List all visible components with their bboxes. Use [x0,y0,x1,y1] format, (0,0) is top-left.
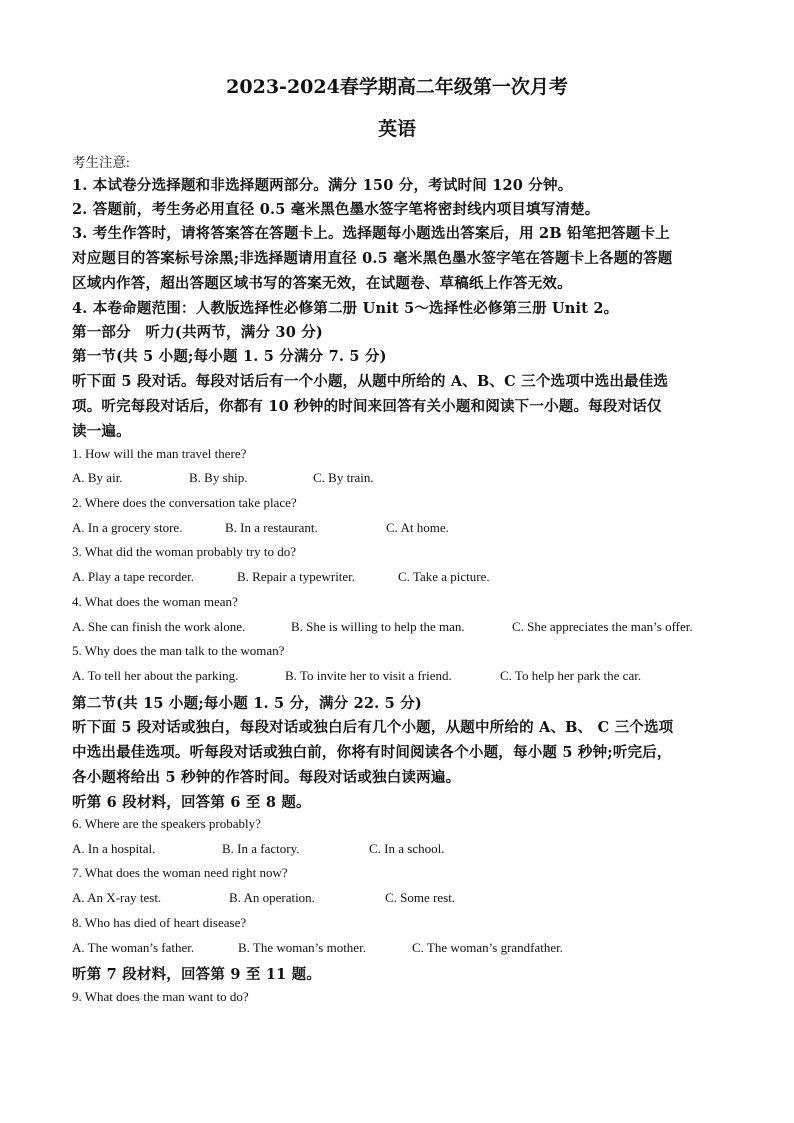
option-a: A. In a grocery store. [72,520,183,535]
section2-heading: 第二节(共 15 小题;每小题 1. 5 分，满分 22. 5 分) [72,695,422,712]
option-c: C. The woman’s grandfather. [412,940,564,955]
question-stem: 6. Where are the speakers probably? [72,816,261,831]
exam-subject: 英语 [377,118,416,140]
question-stem: 5. Why does the man talk to the woman? [72,643,285,658]
option-a: A. In a hospital. [72,841,156,856]
question-stem: 7. What does the woman need right now? [72,865,288,880]
question-stem: 2. Where does the conversation take place? [72,495,297,510]
notice-line: 区域内作答，超出答题区域书写的答案无效，在试题卷、草稿纸上作答无效。 [72,275,572,292]
section1-instruction: 读一遍。 [72,423,131,440]
section1-instruction: 听下面 5 段对话。每段对话后有一个小题，从题中所给的 A、B、C 三个选项中选出最佳选 [72,373,669,390]
option-c: C. Some rest. [385,890,456,905]
option-c: C. At home. [386,520,449,535]
option-a: A. She can finish the work alone. [72,619,246,634]
option-c: C. She appreciates the man’s offer. [512,619,693,634]
option-a: A. The woman’s father. [72,940,195,955]
material-heading: 听第 7 段材料，回答第 9 至 11 题。 [72,966,322,983]
option-c: C. By train. [313,470,374,485]
option-c: C. To help her park the car. [500,668,642,683]
question-stem: 9. What does the man want to do? [72,989,249,1004]
notice-line: 3. 考生作答时，请将答案答在答题卡上。选择题每小题选出答案后，用 2B 铅笔把答题卡上 [72,225,670,242]
option-c: C. In a school. [369,841,445,856]
option-a: A. Play a tape recorder. [72,569,195,584]
option-a: A. To tell her about the parking. [72,668,239,683]
option-b: B. In a restaurant. [225,520,318,535]
option-c: C. Take a picture. [398,569,490,584]
section2-instruction: 各小题将给出 5 秒钟的作答时间。每段对话或独白读两遍。 [72,769,461,786]
question-stem: 4. What does the woman mean? [72,594,238,609]
option-a: A. An X-ray test. [72,890,162,905]
question-stem: 8. Who has died of heart disease? [72,915,247,930]
option-b: B. By ship. [189,470,248,485]
exam-title: 2023-2024春学期高二年级第一次月考 [226,76,568,98]
option-b: B. To invite her to visit a friend. [285,668,452,683]
notice-line: 4. 本卷命题范围：人教版选择性必修第二册 Unit 5～选择性必修第三册 Unit 2。 [72,300,619,317]
notice-line: 2. 答题前，考生务必用直径 0.5 毫米黑色墨水签字笔将密封线内项目填写清楚。 [72,201,600,218]
option-b: B. Repair a typewriter. [237,569,356,584]
option-b: B. An operation. [229,890,315,905]
option-b: B. The woman’s mother. [238,940,366,955]
section1-heading: 第一节(共 5 小题;每小题 1. 5 分满分 7. 5 分) [72,348,387,365]
notice-line: 对应题目的答案标号涂黑;非选择题请用直径 0.5 毫米黑色墨水签字笔在答题卡上各题的答题 [72,250,673,267]
question-stem: 3. What did the woman probably try to do? [72,544,296,559]
notice-line: 1. 本试卷分选择题和非选择题两部分。满分 150 分，考试时间 120 分钟。 [72,177,573,194]
section2-instruction: 中选出最佳选项。听每段对话或独白前，你将有时间阅读各个小题，每小题 5 秒钟;听完后， [72,744,672,761]
option-a: A. By air. [72,470,123,485]
section1-instruction: 项。听完每段对话后，你都有 10 秒钟的时间来回答有关小题和阅读下一小题。每段对话仅 [72,398,662,415]
option-b: B. She is willing to help the man. [291,619,465,634]
option-b: B. In a factory. [222,841,300,856]
part1-heading: 第一部分 听力(共两节，满分 30 分) [72,324,323,341]
question-stem: 1. How will the man travel there? [72,446,247,461]
section2-instruction: 听下面 5 段对话或独白，每段对话或独白后有几个小题，从题中所给的 A、B、 C 三个选项 [72,719,674,736]
material-heading: 听第 6 段材料，回答第 6 至 8 题。 [72,794,311,811]
notice-heading: 考生注意: [72,155,130,170]
